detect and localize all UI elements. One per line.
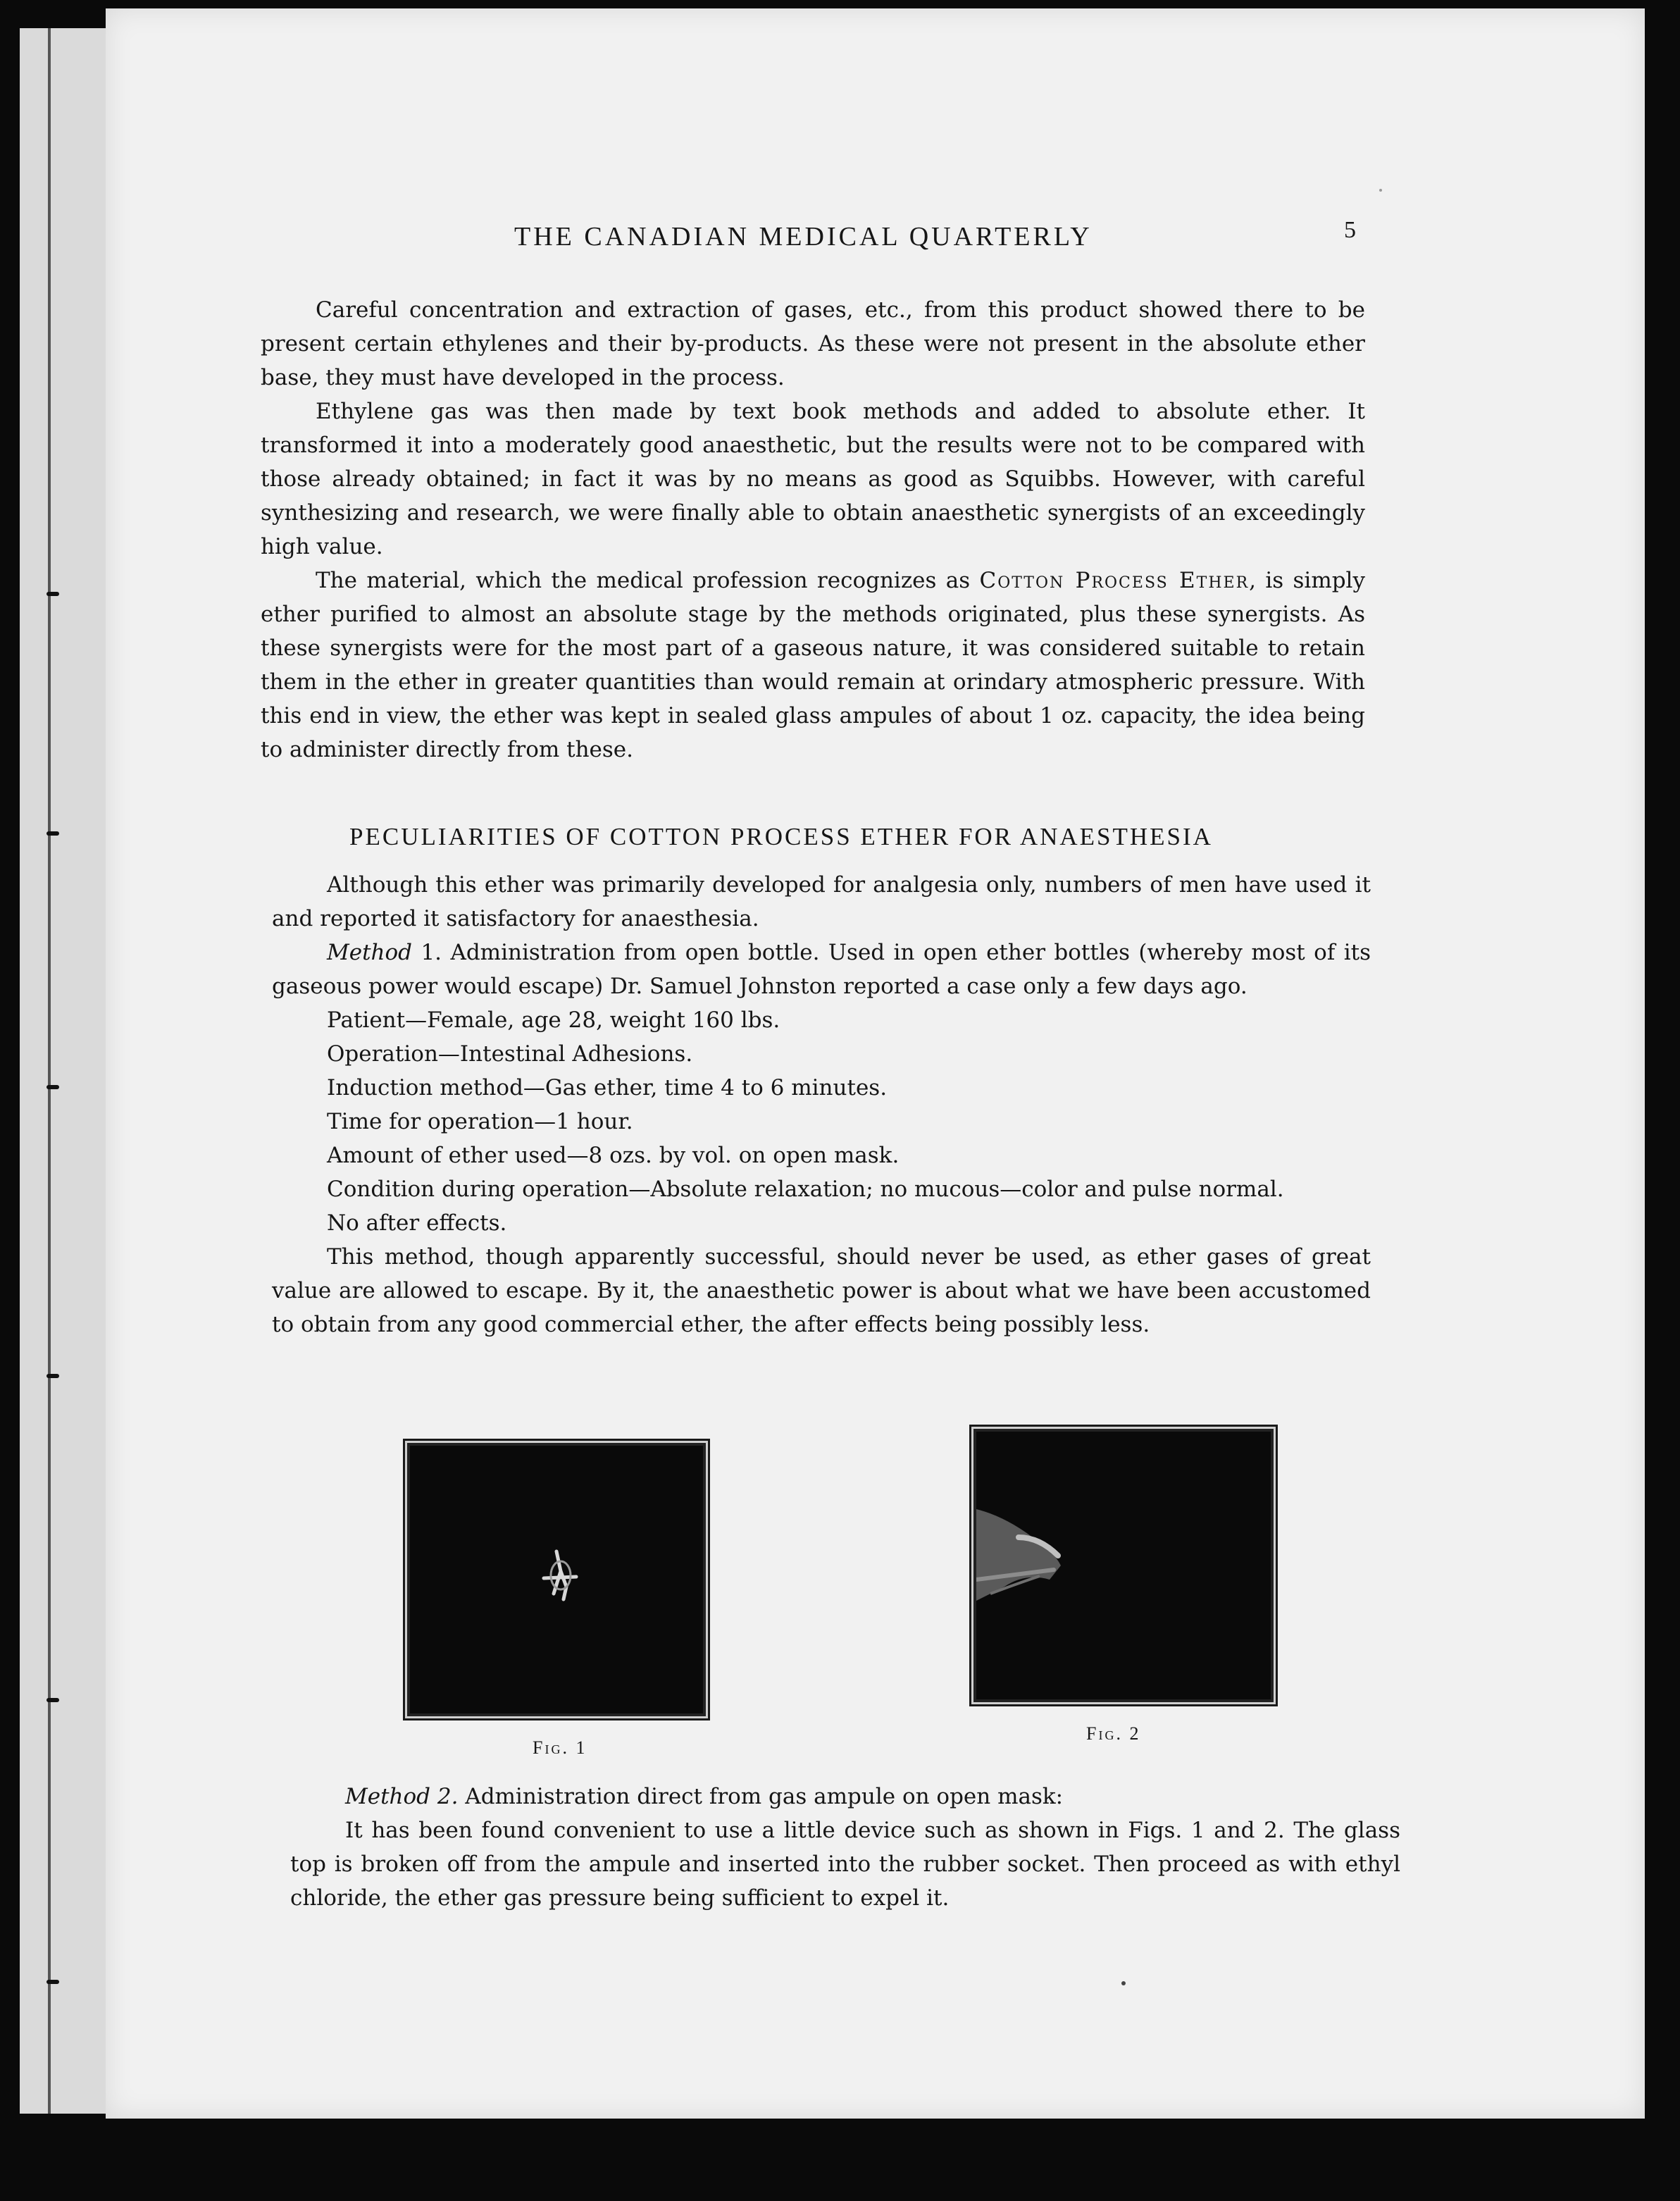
- edge-mark: [46, 1980, 59, 1984]
- figure-2-caption: Fig. 2: [1086, 1723, 1141, 1744]
- paragraph: Careful concentration and extraction of gases, etc., from this product showed there to be present certain ethylenes and their by-products. As these were not present in the absolute ether base, they must have developed in the process.: [261, 297, 1365, 390]
- figure-1-caption: Fig. 1: [533, 1737, 587, 1758]
- method-label: Method: [327, 940, 413, 965]
- edge-mark: [46, 1374, 59, 1378]
- method-title: Administration direct from gas ampule on open mask:: [458, 1784, 1064, 1809]
- binding-crease: [48, 28, 51, 2114]
- device-in-hand-image: [976, 1432, 1271, 1699]
- case-line: Condition during operation—Absolute relaxation; no mucous—color and pulse normal.: [327, 1177, 1284, 1202]
- paragraph: Ethylene gas was then made by text book methods and added to absolute ether. It transformed it into a moderately good anaesthetic, but the results were not to be compared with those already obtained; in fact it was by no means as good as Squibbs. However, with careful synthesizing and research, we were finally able to obtain anaesthetic synergists of an exceedingly high value.: [261, 399, 1365, 559]
- paragraph-text: , is simply ether purified to almost an absolute stage by the methods originated, plus these synergists. As these synergists were for the most part of a gaseous nature, it was considered suitable to retain them in the ether in greater quantities than would remain at orindary atmospheric pressure. With this end in view, the ether was kept in sealed glass ampules of about 1 oz. capacity, the idea being to administer directly from these.: [261, 568, 1365, 762]
- product-name: Cotton Process Ether: [979, 568, 1250, 593]
- paragraph: [290, 1780, 1400, 1814]
- edge-mark: [46, 1698, 59, 1702]
- dust-speck: [1379, 189, 1382, 192]
- running-head: THE CANADIAN MEDICAL QUARTERLY: [514, 222, 1093, 252]
- case-line: Time for operation—1 hour.: [327, 1109, 633, 1134]
- facing-page-edge: [20, 28, 109, 2114]
- section-text: [272, 868, 1371, 1341]
- paragraph: This method, though apparently successful, should never be used, as ether gases of great value are allowed to escape. By it, the anaesthetic power is about what we have been accustomed to obtain from any good commercial ether, the after effects being possibly less.: [272, 1244, 1371, 1337]
- paragraph: Although this ether was primarily developed for analgesia only, numbers of men have used it and reported it satisfactory for anaesthesia.: [272, 872, 1371, 931]
- case-line: Operation—Intestinal Adhesions.: [327, 1041, 693, 1067]
- case-report: [272, 1003, 1371, 1240]
- case-line: Amount of ether used—8 ozs. by vol. on open mask.: [327, 1143, 900, 1168]
- journal-page: [106, 8, 1645, 2119]
- paragraph: [272, 936, 1371, 1003]
- case-line: Induction method—Gas ether, time 4 to 6 minutes.: [327, 1075, 888, 1100]
- edge-mark: [46, 592, 59, 596]
- figure-2-photo: [973, 1429, 1274, 1702]
- ampule-device-image: [410, 1446, 703, 1713]
- intro-text: [261, 293, 1365, 767]
- case-line: Patient—Female, age 28, weight 160 lbs.: [327, 1008, 780, 1033]
- edge-mark: [46, 831, 59, 836]
- page-number: 5: [1344, 217, 1356, 243]
- edge-mark: [46, 1085, 59, 1089]
- paragraph: [261, 564, 1365, 767]
- dust-speck: [1121, 1981, 1126, 1985]
- method-2-text: [290, 1780, 1400, 1915]
- paragraph-text: The material, which the medical profession recognizes as: [316, 568, 980, 593]
- section-heading: PECULIARITIES OF COTTON PROCESS ETHER FOR ANAESTHESIA: [349, 823, 1213, 850]
- figure-1-photo: [407, 1443, 706, 1716]
- case-line: No after effects.: [327, 1210, 507, 1236]
- method-label: Method 2.: [345, 1784, 459, 1809]
- paragraph: It has been found convenient to use a little device such as shown in Figs. 1 and 2. The glass top is broken off from the ampule and inserted into the rubber socket. Then proceed as with ethyl chloride, the ether gas pressure being sufficient to expel it.: [290, 1818, 1400, 1911]
- paragraph-text: 1. Administration from open bottle. Used in open ether bottles (whereby most of its gaseous power would escape) Dr. Samuel Johnston reported a case only a few days ago.: [272, 940, 1371, 999]
